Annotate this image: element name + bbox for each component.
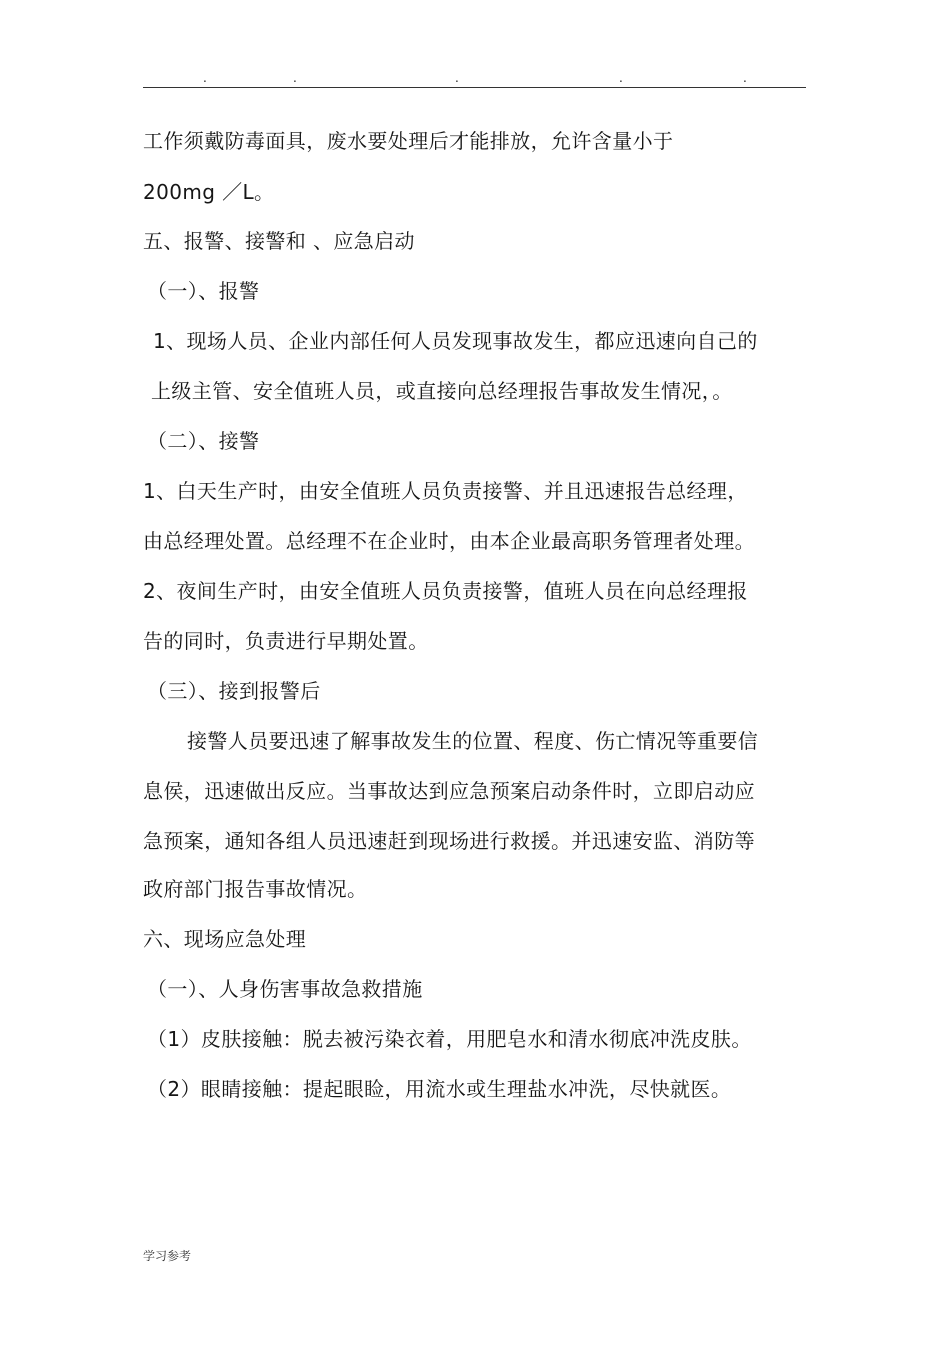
paragraph-line: 告的同时，负责进行早期处置。 (143, 629, 429, 653)
section-heading: 五、报警、接警和 、应急启动 (143, 229, 415, 253)
paragraph-line: 1、白天生产时，由安全值班人员负责接警、并且迅速报告总经理， (143, 479, 748, 503)
header-rule (143, 87, 806, 88)
subsection-heading: （一）、人身伤害事故急救措施 (147, 977, 423, 1001)
paragraph-line: （1）皮肤接触：脱去被污染衣着，用肥皂水和清水彻底冲洗皮肤。 (147, 1027, 752, 1051)
subsection-heading: （二）、接警 (147, 429, 260, 453)
paragraph-line: 2、夜间生产时，由安全值班人员负责接警，值班人员在向总经理报 (143, 579, 748, 603)
page-footer: 学习参考 (143, 1249, 192, 1263)
paragraph-line: 急预案，通知各组人员迅速赶到现场进行救援。并迅速安监、消防等 (143, 829, 755, 853)
paragraph-line: 息侯，迅速做出反应。当事故达到应急预案启动条件时，立即启动应 (143, 779, 755, 803)
section-heading: 六、现场应急处理 (143, 927, 307, 951)
header-dot: . (203, 71, 207, 85)
subsection-heading: （一）、报警 (147, 279, 260, 303)
header-dot: . (619, 71, 623, 85)
paragraph-line: 1、现场人员、企业内部任何人员发现事故发生，都应迅速向自己的 (153, 329, 758, 353)
paragraph-line: 接警人员要迅速了解事故发生的位置、程度、伤亡情况等重要信 (187, 729, 759, 753)
page-header-dots (143, 72, 806, 84)
paragraph-line: （2）眼睛接触：提起眼睑，用流水或生理盐水冲洗，尽快就医。 (147, 1077, 732, 1101)
paragraph-line: 政府部门报告事故情况。 (143, 877, 368, 901)
paragraph-line: 上级主管、安全值班人员，或直接向总经理报告事故发生情况，。 (151, 379, 733, 403)
paragraph-line: 200mg ／L。 (143, 180, 275, 204)
paragraph-line: 工作须戴防毒面具，废水要处理后才能排放，允许含量小于 (143, 129, 674, 153)
header-dot: . (455, 71, 459, 85)
header-dot: . (743, 71, 747, 85)
header-dot: . (293, 71, 297, 85)
subsection-heading: （三）、接到报警后 (147, 679, 321, 703)
paragraph-line: 由总经理处置。总经理不在企业时，由本企业最高职务管理者处理。 (143, 529, 755, 553)
